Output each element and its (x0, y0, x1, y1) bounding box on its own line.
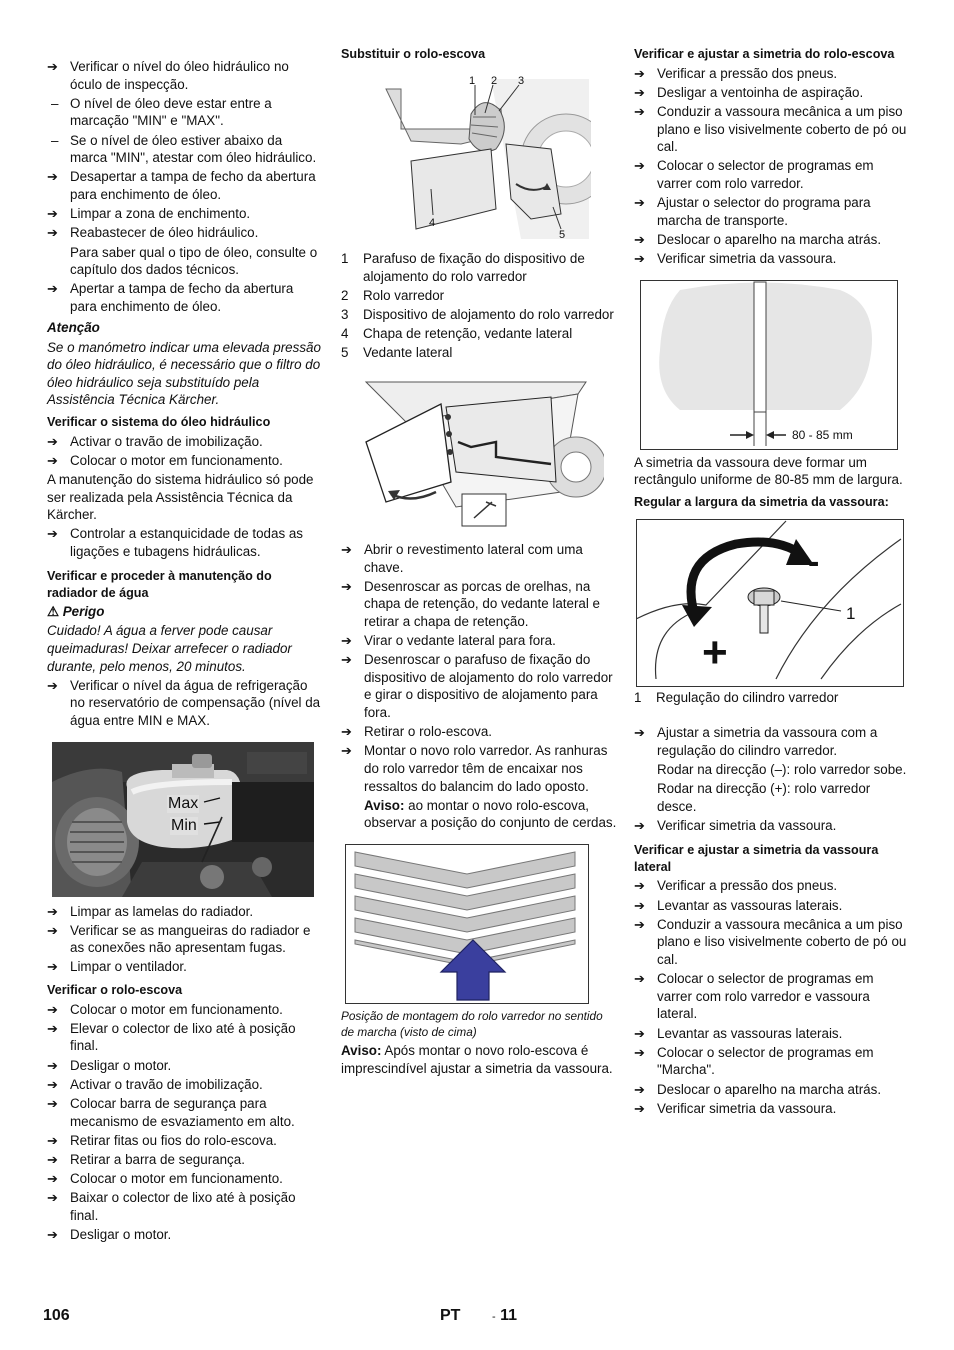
section-heading: Verificar o sistema do óleo hidráulico (47, 415, 271, 430)
step: ➔ Verificar se as mangueiras do radiador e as conexões não apresentam fugas. (47, 922, 311, 956)
section-heading: Substituir o rolo-escova (341, 47, 486, 61)
arrow-icon: ➔ (47, 452, 58, 468)
step: ➔ Montar o novo rolo varredor. As ranhuras do rolo varredor têm de encaixar nos ressaltos do balancim do lado oposto. (341, 743, 608, 794)
arrow-icon: ➔ (634, 65, 645, 81)
arrow-icon: ➔ (634, 84, 645, 100)
legend-number: 4 (341, 326, 349, 342)
arrow-icon: ➔ (634, 1025, 645, 1041)
callout-1: 1 (846, 603, 856, 623)
sweep-pattern-figure (640, 280, 898, 450)
step: ➔ Conduzir a vassoura mecânica a um piso plano e liso visivelmente coberto de pó ou cal. (634, 103, 907, 155)
step: ➔ Abrir o revestimento lateral com uma chave. (341, 541, 583, 575)
note-item: – Se o nível de óleo estiver abaixo da marca "MIN", atestar com óleo hidráulico. (47, 132, 322, 167)
arrow-icon: ➔ (634, 195, 645, 211)
legend-number: 1 (341, 251, 349, 266)
callout-2: 2 (491, 75, 498, 87)
legend-number: 1 (634, 689, 642, 705)
arrow-icon: ➔ (634, 725, 645, 741)
step: ➔ Limpar o ventilador. (47, 959, 187, 975)
arrow-icon: ➔ (47, 1227, 58, 1243)
dash-icon: – (51, 95, 59, 111)
danger-text: Cuidado! A água a ferver pode causar queimaduras! Deixar arrefecer o radiador durante, pelo menos, 20 minutos. (47, 623, 292, 674)
arrow-icon: ➔ (634, 916, 645, 932)
arrow-icon: ➔ (634, 897, 645, 913)
max-label: Max (168, 794, 199, 812)
minus-sign: - (808, 542, 820, 581)
legend-item: 2 Rolo varredor (341, 287, 445, 303)
arrow-icon: ➔ (634, 878, 645, 894)
arrow-icon: ➔ (47, 922, 58, 938)
step: ➔ Ajustar o selector do programa para marcha de transporte. (634, 195, 871, 228)
min-label: Min (171, 816, 197, 834)
step: ➔ Verificar a pressão dos pneus. (634, 878, 838, 894)
arrow-icon: ➔ (634, 971, 645, 987)
step: ➔ Verificar a pressão dos pneus. (634, 65, 838, 81)
page-number: 106 (43, 1307, 70, 1324)
arrow-icon: ➔ (47, 433, 58, 449)
step: ➔ Colocar o selector de programas em varrer com rolo varredor e vassoura lateral. (634, 971, 874, 1022)
arrow-icon: ➔ (47, 169, 58, 185)
section-page-number (492, 1307, 517, 1327)
note-item: – O nível de óleo deve estar entre a marcação "MIN" e "MAX". (47, 95, 322, 130)
column-1 (47, 46, 322, 1245)
warning-triangle-icon: ⚠ (47, 604, 60, 620)
roller-adjust-figure (636, 519, 904, 687)
callout-5: 5 (559, 229, 566, 241)
arrow-icon: ➔ (341, 724, 352, 740)
step: ➔ Ajustar a simetria da vassoura com a regulação do cilindro varredor. (634, 725, 878, 759)
arrow-icon: ➔ (47, 1171, 58, 1187)
step: ➔ Retirar fitas ou fios do rolo-escova. (47, 1132, 277, 1148)
footer-dash: - (492, 1311, 496, 1323)
step: ➔ Desligar o motor. (47, 1057, 172, 1073)
arrow-icon: ➔ (634, 251, 645, 267)
arrow-icon: ➔ (341, 578, 352, 594)
radiator-photo (52, 742, 314, 897)
step: ➔ Verificar o nível do óleo hidráulico no óculo de inspecção. (47, 59, 289, 92)
brush-housing-drawing (371, 69, 591, 244)
step: ➔ Desenroscar as porcas de orelhas, na chapa de retenção, do vedante lateral e retirar a chapa de retenção. (341, 578, 600, 629)
step: ➔ Retirar a barra de segurança. (47, 1151, 245, 1167)
arrow-icon: ➔ (341, 541, 352, 557)
arrow-icon: ➔ (634, 818, 645, 834)
arrow-icon: ➔ (634, 1044, 645, 1060)
step: ➔ Colocar o motor em funcionamento. (47, 452, 283, 468)
arrow-icon: ➔ (47, 1057, 58, 1073)
notice: Aviso: Após montar o novo rolo-escova é imprescindível ajustar a simetria da vassoura. (341, 1043, 613, 1076)
step: ➔ Desapertar a tampa de fecho da abertura para enchimento de óleo. (47, 169, 316, 202)
arrow-icon: ➔ (47, 225, 58, 241)
caution-text: Se o manómetro indicar uma elevada pressão do óleo hidráulico, é necessário que o filtro do óleo hidráulico seja substituído pela Assistência Técnica Kärcher. (47, 339, 321, 408)
arrow-icon: ➔ (341, 652, 352, 668)
figure-caption: Posição de montagem do rolo varredor no sentido de marcha (visto de cima) (341, 1009, 603, 1039)
arrow-icon: ➔ (47, 1096, 58, 1111)
arrow-icon: ➔ (47, 1076, 58, 1092)
roller-adjust-drawing (636, 519, 904, 687)
step-continuation: Para saber qual o tipo de óleo, consulte o capítulo dos dados técnicos. (70, 244, 318, 278)
section-heading: Verificar e ajustar a simetria da vassoura lateral (634, 842, 879, 874)
arrow-icon: ➔ (634, 103, 645, 119)
step: ➔ Verificar o nível da água de refrigeração no reservatório de compensação (nível da água entre MIN e MAX. (47, 677, 321, 728)
arrow-icon: ➔ (47, 959, 58, 975)
arrow-icon: ➔ (47, 1151, 58, 1167)
step: ➔ Deslocar o aparelho na marcha atrás. (634, 1081, 882, 1097)
step: ➔ Desligar a ventoinha de aspiração. (634, 84, 864, 100)
legend-number: 2 (341, 287, 349, 303)
step: ➔ Verificar simetria da vassoura. (634, 251, 837, 267)
step: ➔ Colocar o selector de programas em varrer com rolo varredor. (634, 158, 874, 191)
legend-item: 3 Dispositivo de alojamento do rolo varredor (341, 306, 614, 322)
section-heading: Verificar o rolo-escova (47, 983, 183, 998)
callout-1: 1 (469, 75, 476, 87)
arrow-icon: ➔ (47, 903, 58, 919)
step: ➔ Virar o vedante lateral para fora. (341, 633, 556, 649)
arrow-icon: ➔ (634, 231, 645, 247)
step: ➔ Apertar a tampa de fecho da abertura para enchimento de óleo. (47, 281, 294, 314)
column-3 (634, 46, 908, 1119)
section-heading: Verificar e proceder à manutenção do radiador de água (47, 568, 272, 600)
arrow-icon: ➔ (47, 281, 58, 297)
caution-heading: Atenção (47, 320, 100, 336)
arrow-icon: ➔ (634, 1081, 645, 1097)
column-2 (341, 46, 617, 1079)
step: ➔ Colocar o motor em funcionamento. (47, 1001, 283, 1017)
step: ➔ Baixar o colector de lixo até à posição final. (47, 1190, 296, 1223)
step-continuation: Rodar na direcção (–): rolo varredor sobe. (657, 762, 907, 778)
arrow-icon: ➔ (634, 158, 645, 174)
step: ➔ Retirar o rolo-escova. (341, 724, 493, 740)
step: ➔ Levantar as vassouras laterais. (634, 897, 843, 913)
side-cover-figure (346, 372, 604, 527)
dash-icon: – (51, 132, 59, 148)
bristle-position-drawing (345, 844, 589, 1004)
arrow-icon: ➔ (341, 633, 352, 649)
step: ➔ Reabastecer de óleo hidráulico. (47, 225, 259, 241)
arrow-icon: ➔ (47, 677, 58, 693)
step: ➔ Verificar simetria da vassoura. (634, 818, 837, 834)
notice: Aviso: ao montar o novo rolo-escova, observar a posição do conjunto de cerdas. (364, 797, 617, 831)
step: ➔ Activar o travão de imobilização. (47, 433, 263, 449)
legend-number: 5 (341, 345, 349, 361)
step: ➔ Controlar a estanquicidade de todas as ligações e tubagens hidráulicas. (47, 526, 304, 559)
arrow-icon: ➔ (634, 1100, 645, 1116)
callout-3: 3 (518, 75, 525, 87)
paragraph: A simetria da vassoura deve formar um rectângulo uniforme de 80-85 mm de largura. (634, 454, 903, 488)
step-continuation: Rodar na direcção (+): rolo varredor desce. (657, 781, 871, 815)
danger-heading: ⚠ Perigo (47, 604, 105, 620)
step: ➔ Deslocar o aparelho na marcha atrás. (634, 231, 882, 247)
legend-item: 1 Parafuso de fixação do dispositivo de alojamento do rolo varredor (341, 251, 585, 284)
arrow-icon: ➔ (47, 206, 58, 222)
step: ➔ Desenroscar o parafuso de fixação do dispositivo de alojamento do rolo varredor e girar o dispositivo de alojamento para fora. (341, 652, 613, 721)
callout-4: 4 (429, 217, 436, 229)
brush-housing-figure (371, 69, 591, 244)
bristle-position-figure (345, 844, 589, 1004)
arrow-icon: ➔ (47, 1020, 58, 1036)
plus-sign: + (702, 627, 728, 677)
arrow-icon: ➔ (47, 526, 58, 542)
step: ➔ Elevar o colector de lixo até à posição final. (47, 1020, 296, 1054)
step: ➔ Conduzir a vassoura mecânica a um piso plano e liso visivelmente coberto de pó ou cal. (634, 916, 907, 967)
step: ➔ Verificar simetria da vassoura. (634, 1100, 837, 1116)
step: ➔ Desligar o motor. (47, 1227, 172, 1243)
sweep-pattern-drawing (640, 280, 898, 450)
arrow-icon: ➔ (47, 1132, 58, 1148)
step: ➔ Levantar as vassouras laterais. (634, 1025, 843, 1041)
legend-number: 3 (341, 306, 349, 322)
legend-item: 4 Chapa de retenção, vedante lateral (341, 326, 573, 342)
width-label: 80 - 85 mm (792, 427, 853, 442)
step: ➔ Colocar o motor em funcionamento. (47, 1171, 283, 1187)
arrow-icon: ➔ (47, 59, 58, 74)
footer-sub-visible: 11 (495, 1307, 518, 1324)
step: ➔ Activar o travão de imobilização. (47, 1076, 263, 1092)
legend-item: 5 Vedante lateral (341, 345, 453, 361)
arrow-icon: ➔ (47, 1190, 58, 1206)
step: ➔ Colocar barra de segurança para mecanismo de esvaziamento em alto. (47, 1096, 295, 1129)
side-cover-drawing (346, 372, 604, 527)
language-code: PT (440, 1307, 461, 1324)
step: ➔ Limpar as lamelas do radiador. (47, 903, 254, 919)
step: ➔ Colocar o selector de programas em "Marcha". (634, 1044, 874, 1078)
paragraph: A manutenção do sistema hidráulico só pode ser realizada pela Assistência Técnica da Kärcher. (47, 472, 314, 523)
arrow-icon: ➔ (47, 1001, 58, 1017)
legend-item: 1 Regulação do cilindro varredor (634, 689, 839, 705)
arrow-icon: ➔ (341, 743, 352, 759)
section-heading: Regular a largura da simetria da vassoura: (634, 494, 889, 509)
step: ➔ Limpar a zona de enchimento. (47, 206, 251, 222)
section-heading: Verificar e ajustar a simetria do rolo-escova (634, 47, 895, 61)
